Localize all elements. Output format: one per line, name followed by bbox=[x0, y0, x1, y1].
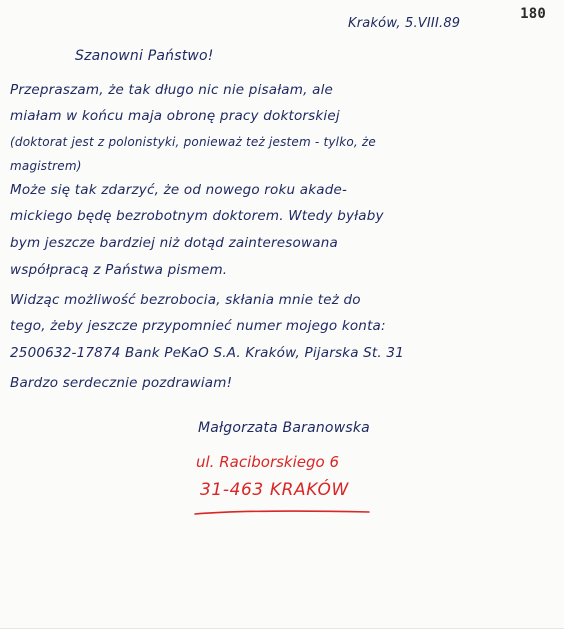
body-line: bym jeszcze bardziej niż dotąd zainteresowana bbox=[10, 235, 338, 251]
body-line: miałam w końcu maja obronę pracy doktorskiej bbox=[10, 108, 340, 124]
body-line: mickiego będę bezrobotnym doktorem. Wtedy byłaby bbox=[10, 208, 384, 224]
body-line: Przepraszam, że tak długo nic nie pisałam, ale bbox=[10, 82, 334, 98]
body-line: Widząc możliwość bezrobocia, skłania mnie też do bbox=[10, 292, 361, 308]
bank-account-line: 2500632-17874 Bank PeKaO S.A. Kraków, Pijarska St. 31 bbox=[10, 345, 404, 361]
body-line: współpracą z Państwa pismem. bbox=[10, 262, 228, 278]
page-bottom-edge bbox=[0, 628, 564, 641]
body-line: Może się tak zdarzyć, że od nowego roku akade- bbox=[10, 182, 348, 198]
address-street: ul. Raciborskiego 6 bbox=[196, 453, 340, 471]
salutation: Szanowni Państwo! bbox=[75, 48, 214, 64]
letter-date: Kraków, 5.VIII.89 bbox=[348, 16, 461, 31]
address-underline bbox=[193, 506, 371, 518]
body-line: magistrem) bbox=[10, 159, 82, 173]
closing-line: Bardzo serdecznie pozdrawiam! bbox=[10, 375, 233, 391]
body-line: tego, żeby jeszcze przypomnieć numer mojego konta: bbox=[10, 318, 386, 334]
body-line: (doktorat jest z polonistyki, ponieważ też jestem - tylko, że bbox=[10, 135, 377, 149]
signature: Małgorzata Baranowska bbox=[198, 420, 370, 436]
page-number: 180 bbox=[520, 6, 546, 22]
address-city: 31-463 KRAKÓW bbox=[200, 480, 349, 500]
